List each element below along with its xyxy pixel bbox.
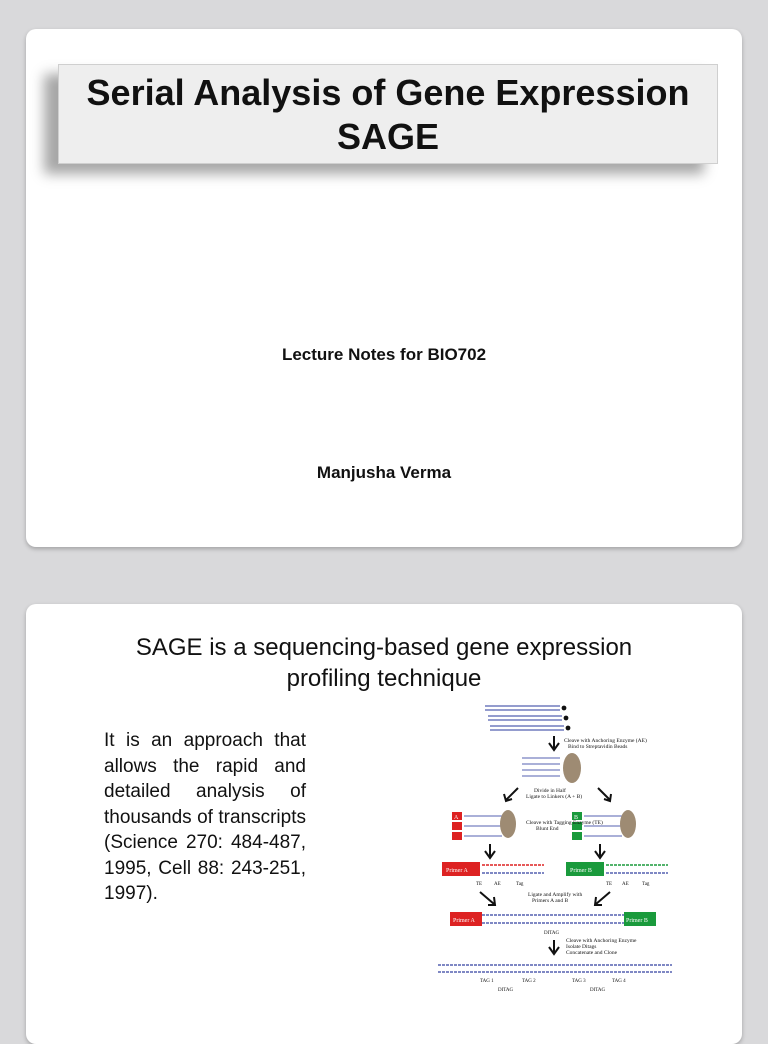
primer-a-label: Primer A [446,868,468,874]
ditag-label: DITAG [544,931,560,936]
step3b-label: Blunt End [536,826,559,832]
tag1-label: TAG 1 [480,979,494,984]
author-name: Manjusha Verma [316,463,452,482]
arrow-icon [595,892,610,905]
content-slide [26,604,742,1044]
slide-title-line1: Serial Analysis of Gene Expression [86,72,690,113]
title-box [58,64,718,164]
title-slide [26,29,742,547]
primer-b-product [566,862,668,887]
linker-a-group [452,810,516,840]
sage-diagram [410,702,680,1002]
arrow-icon [549,736,559,750]
lecture-subtitle: Lecture Notes for BIO702 [281,345,487,364]
step4-label: Ligate and Amplify with [528,892,583,898]
step2b-label: Ligate to Linkers (A + B) [526,794,583,800]
te-label: TE [606,882,613,887]
slide-title-line2: SAGE [336,116,440,157]
slide-heading [26,632,742,694]
ditag-label: DITAG [590,988,606,993]
ae-label: AE [494,882,501,887]
arrow-icon [598,788,611,801]
bead-cluster [522,753,581,783]
step2-label: Divide in Half [534,788,566,794]
marker-a: A [454,815,459,821]
step3-label: Cleave with Tagging Enzyme (TE) [526,820,603,826]
arrow-icon [485,844,495,858]
step5b-label: Isolate Ditags [566,944,597,950]
arrow-icon [504,788,518,801]
slide-heading-line2: profiling technique [286,665,482,692]
primer-b-label: Primer B [626,918,648,924]
tag4-label: TAG 4 [612,979,626,984]
step1-label: Cleave with Anchoring Enzyme (AE) [564,738,647,744]
tag2-label: TAG 2 [522,979,536,984]
arrow-icon [549,940,559,954]
tag3-label: TAG 3 [572,979,586,984]
arrow-icon [480,892,495,905]
step5-label: Cleave with Anchoring Enzyme [566,938,637,944]
primer-a-label: Primer A [453,918,475,924]
ditag-label: DITAG [498,988,514,993]
ditag-product [450,912,656,936]
te-label: TE [476,882,483,887]
step1b-label: Bind to Streptavidin Beads [568,744,628,750]
tag-label: Tag [642,882,650,887]
ae-label: AE [622,882,629,887]
step4b-label: Primers A and B [532,898,569,904]
primer-a-product [442,862,544,887]
cdna-strands [485,706,564,730]
marker-b: B [574,815,579,821]
slide-heading-line1: SAGE is a sequencing-based gene expression [135,634,633,661]
step5c-label: Concatenate and Clone [566,950,618,956]
concatemer [438,965,672,993]
primer-b-label: Primer B [570,868,592,874]
arrow-icon [595,844,605,858]
body-paragraph: It is an approach that allows the rapid and detailed analysis of thousands of transcripts (Science 270: 484-487, 1995, Cell 88: 243-251, 1997). [104,730,306,904]
tag-label: Tag [516,882,524,887]
